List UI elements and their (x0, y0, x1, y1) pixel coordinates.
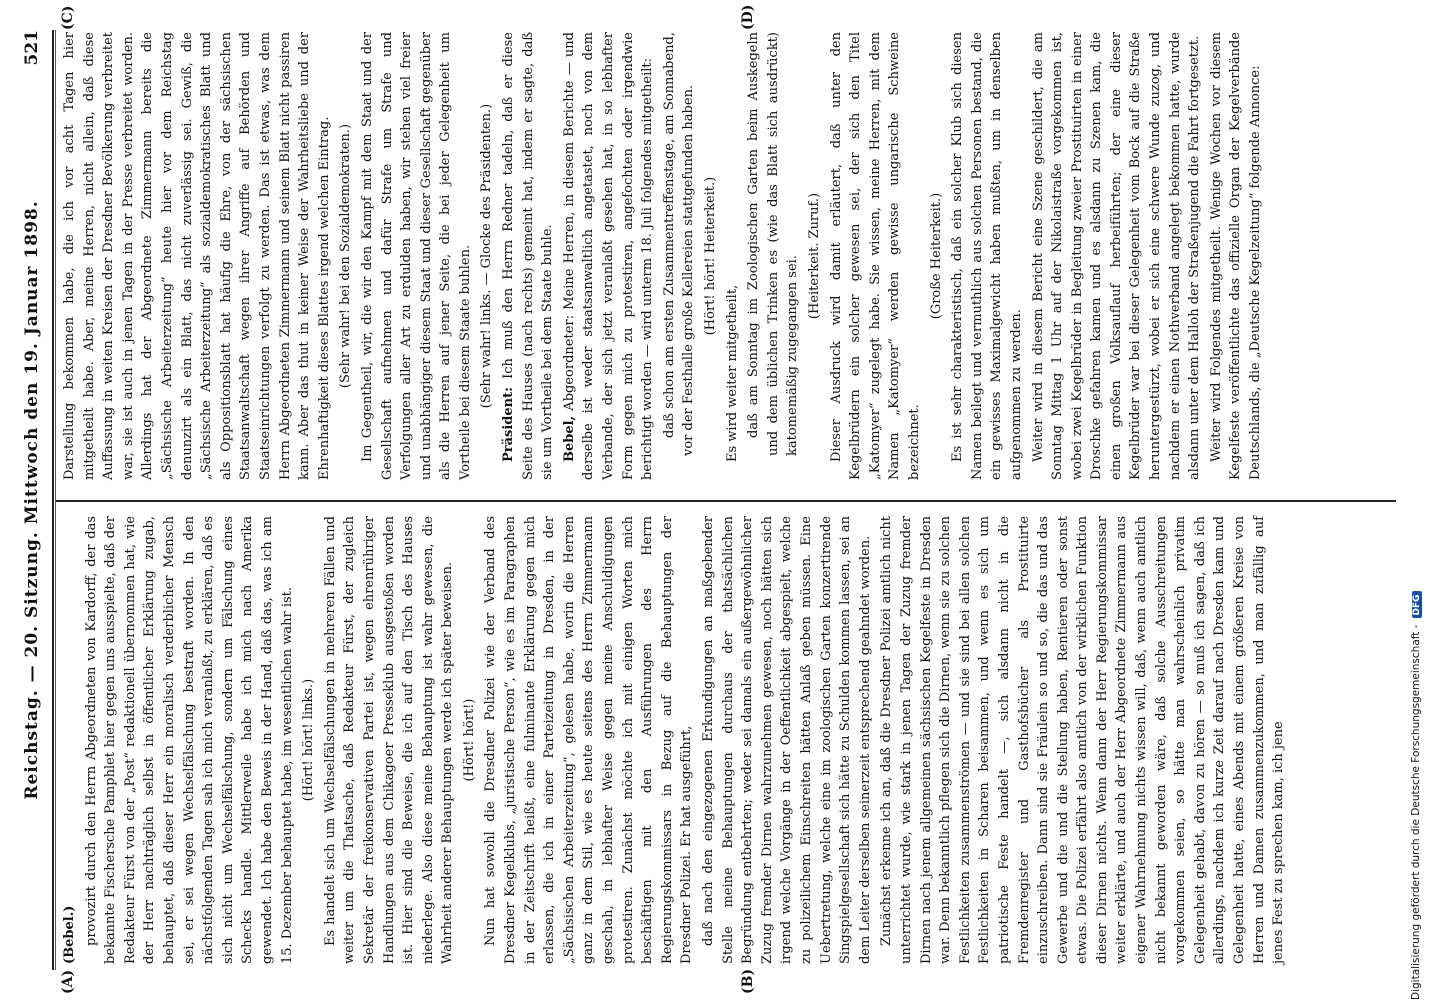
paragraph: provozirt durch den Herrn Abgeordneten von Kardorff, der das bekannte Fischersche Pamphlet hier gegen uns ausspielte, daß der Redakteur Fürst von der „Post“ redaktionell übernommen hat, wie der Herr nachträglich selbst in öffentlicher Erklärung zugab, behauptet, daß dieser Herr ein moralisch verderblicher Mensch sei, er sei wegen Wechselfälschung bestraft worden. In den nächstfolgenden Tagen sah ich mich veranlaßt, zu erklären, daß es sich nicht um Wechselfälschung, sondern um Fälschung eines Schecks handle. Mittlerweile habe ich mich nach Amerika gewendet. Ich habe den Beweis in der Hand, daß das, was ich am 15. Dezember behauptet habe, im wesentlichen wahr ist. (83, 516, 295, 964)
remark: (Sehr wahr! bei den Sozialdemokraten.) (338, 123, 354, 389)
paragraph: Im Gegentheil, wir, die wir den Kampf mit dem Staat und der Gesellschaft aufnehmen und dafür Strafe um Strafe und Verfolgungen aller Art zu erdulden haben, wir stehen viel freier und unabhängiger diesem Staat und dieser Gesellschaft gegenüber als die Herren auf jener Seite, die bei jeder Gelegenheit um Vortheile bei diesem Staate buhlen. (359, 32, 473, 480)
right-column (60, 32, 1268, 480)
remark: (Große Heiterkeit.) (928, 192, 944, 320)
page-header (22, 30, 50, 970)
left-column (60, 516, 1291, 964)
header-rule (52, 30, 54, 970)
speaker-label: Bebel, (561, 415, 577, 462)
paragraph: Dieser Ausdruck wird damit erläutert, daß unter den Kegelbrüdern ein solcher gewesen sei, der sich den Titel „Katomyer“ zugelegt habe. Sie wissen, meine Herren, mit dem Namen „Katomyer“ werden gewisse ungarische Schweine bezeichnet. (828, 32, 922, 480)
remark: (Heiterkeit. Zuruf.) (806, 192, 822, 320)
column-separator (56, 500, 1396, 502)
remark: (Hört! hört! Heiterkeit.) (703, 176, 718, 336)
margin-marker-c: (C) (60, 5, 76, 30)
running-title: Reichstag. — 20. Sitzung. Mittwoch den 19. Januar 1898. (22, 200, 42, 800)
paragraph: Weiter wird in diesem Bericht eine Szene geschildert, die am Sonntag Mittag 1 Uhr auf der Nikolaistraße vorgekommen ist, wobei zwei Kegelbrüder in Begleitung zweier Prostituirten in einer Droschke gefahren kamen und es alsdann zu Szenen kam, die einen großen Volksauflauf herbeiführten; der eine dieser Kegelbrüder war bei dieser Gelegenheit vom Bock auf die Straße heruntergestürzt, wobei er sich eine schwere Wunde zuzog, und nachdem er einen Nothverband angelegt bekommen hatte, wurde alsdann unter dem Halloh der Straßenjugend die Fahrt fortgesetzt. (1030, 32, 1203, 480)
speaker-label: Präsident: (501, 387, 517, 462)
dfg-logo: DFG (1412, 591, 1422, 618)
paragraph: Es handelt sich um Wechselfälschungen in mehreren Fällen und weiter um die Thatsache, daß Redakteur Fürst, der zugleich Sekretär der freikonservativen Partei ist, wegen ehrenrühriger Handlungen aus dem Chikagoer Presseklub ausgestoßen worden ist. Hier sind die Beweise, die ich auf den Tisch des Hauses niederlege. Also diese meine Behauptung ist wahr gewesen, die Wahrheit anderer Behauptungen werde ich später beweisen. (322, 516, 456, 964)
paragraph: Zunächst erkenne ich an, daß die Dresdner Polizei amtlich nicht unterrichtet wurde, wie stark in jenen Tagen der Zuzug fremder Dirnen nach jenem allgemeinen sächsischen Kegelfeste in Dresden war. Denn bekanntlich pflegen sich die Dirnen, wenn sie zu solchen Festlichkeiten zusammenströmen — und sie sind bei allen solchen Festlichkeiten in Scharen beisammen, und wenn es sich um patriotische Feste handelt —, sich alsdann nicht in die Fremdenregister und Gasthofsbücher als Prostituirte einzuschreiben. Dann sind sie Fräulein so und so, die das und das Gewerbe und die und die Stellung haben, Rentieren oder sonst etwas. Die Polizei erfährt also amtlich von der wirklichen Funktion dieser Dirnen nichts. Wenn dann der Herr Regierungskommissar weiter erklärte, und auch der Herr Abgeordnete Zimmermann aus eigener Wahrnehmung nichts wissen will, daß, wenn auch amtlich nicht bekannt geworden wäre, daß solche Ausschreitungen vorgekommen seien, so hätte man wahrscheinlich privatim Gelegenheit gehabt, davon zu hören — so muß ich sagen, daß ich allerdings, nachdem ich kurze Zeit darauf nach Dresden kam und Gelegenheit hatte, eines Abends mit einem größeren Kreise von Herren und Damen zusammenzukommen, und man zufällig auf jenes Fest zu sprechen kam, ich jene (879, 516, 1287, 964)
speaker-tag: (Bebel.) (62, 905, 77, 964)
bebel-statement: Bebel, Abgeordneter: Meine Herren, in diesem Berichte — und derselbe ist weder staatsanwaltlich angetastet, noch von dem Verbande, der sich jetzt veranlaßt gesehen hat, in so lebhafter Form gegen mich zu protestiren, angefochten oder irgendwie berichtigt worden — wird unterm 18. Juli folgendes mitgetheilt: (561, 32, 656, 480)
quote: daß am Sonntag im Zoologischen Garten beim Auskegeln und dem üblichen Trinken es (wie das Blatt sich ausdrückt) katomemäßig zugegangen sei. (746, 32, 801, 456)
paragraph: daß nach den eingezogenen Erkundigungen an maßgebender Stelle meine Behauptungen durchaus der thatsächlichen Begründung entbehrten; weder sei damals ein außergewöhnlicher Zuzug fremder Dirnen wahrzunehmen gewesen, noch hätten sich irgend welche Vorgänge in der Oeffentlichkeit abgespielt, welche zu polizeilichem Einschreiten hätten Anlaß geben müssen. Eine Uebertretung, welche eine im zoologischen Garten konzertirende Singspielgesellschaft sich hätte zu Schulden kommen lassen, sei an dem Leiter derselben seinerzeit entsprechend geahndet worden. (701, 516, 873, 964)
paragraph: Es wird weiter mitgetheilt, (724, 284, 740, 462)
remark: (Hört! hört!) (461, 698, 477, 782)
footer-credit: Digitalisierung gefördert durch die Deutsche Forschungsgemeinschaft -DFG (1410, 0, 1428, 1000)
margin-marker-a: (A) (60, 969, 76, 994)
remark: (Sehr wahr! links. — Glocke des Präsidenten.) (479, 103, 495, 409)
margin-marker-b: (B) (740, 968, 756, 994)
remark: (Hört! hört! links.) (301, 678, 317, 802)
paragraph: Es ist sehr charakteristisch, daß ein solcher Klub sich diesen Namen beilegt und vermuthlich aus solchen Personen bestand, die ein gewisses Maximalgewicht haben mußten, um in denselben aufgenommen zu werden. (950, 32, 1024, 480)
quote: daß schon am ersten Zusammentreffenstage, am Sonnabend, vor der Festhalle große Kellereien stattgefunden haben. (661, 32, 697, 456)
president-statement: Präsident: Ich muß den Herrn Redner tadeln, daß er diese Seite des Hauses (nach rechts) gemeint hat, indem er sagte, daß sie um Vortheile bei dem Staate buhle. (501, 32, 556, 480)
paragraph: Darstellung bekommen habe, die ich vor acht Tagen hier mitgetheilt habe. Aber, meine Herren, nicht allein, daß diese Auffassung in weiten Kreisen der Dresdner Bevölkerung verbreitet war, sie ist auch in jenen Tagen in der Presse verbreitet worden. Allerdings hat der Abgeordnete Zimmermann bereits die „Sächsische Arbeiterzeitung“ heute hier vor dem Reichstag denunzirt als ein Blatt, das nicht zuverlässig sei. Gewiß, die „Sächsische Arbeiterzeitung“ als sozialdemokratisches Blatt und als Oppositionsblatt hat häufig die Ehre, von der sächsischen Staatsanwaltschaft wegen ihrer Angriffe auf Behörden und Staatseinrichtungen verfolgt zu werden. Das ist etwas, was dem Herrn Abgeordneten Zimmermann und seinem Blatt nicht passiren kann. Aber das thut in keiner Weise der Wahrheitsliebe und der Ehrenhaftigkeit dieses Blattes irgend welchen Eintrag. (62, 32, 332, 480)
page-number: 521 (22, 30, 42, 66)
paragraph: Nun hat sowohl die Dresdner Polizei wie der Verband des Dresdner Kegelklubs, „juristische Person“, wie es im Paragraphen in der Zeitschrift heißt, eine fulminante Erklärung gegen mich erlassen, die ich in einer Parteizeitung in Dresden, in der „Sächsischen Arbeiterzeitung“, gelesen habe, worin die Herren ganz in dem Stil, wie es heute seitens des Herrn Zimmermann geschah, in lebhafter Weise gegen meine Anschuldigungen protestiren. Zunächst möchte ich mit einigen Worten mich beschäftigen mit den Ausführungen des Herrn Regierungskommissars in Bezug auf die Behauptungen der Dresdner Polizei. Er hat ausgeführt, (483, 516, 695, 964)
paragraph: Weiter wird Folgendes mitgetheilt. Wenige Wochen vor diesem Kegelfeste veröffentlichte das offizielle Organ der Kegelverbände Deutschlands, die „Deutsche Kegelzeitung“ folgende Annonce: (1208, 32, 1264, 480)
margin-marker-d: (D) (740, 4, 756, 30)
